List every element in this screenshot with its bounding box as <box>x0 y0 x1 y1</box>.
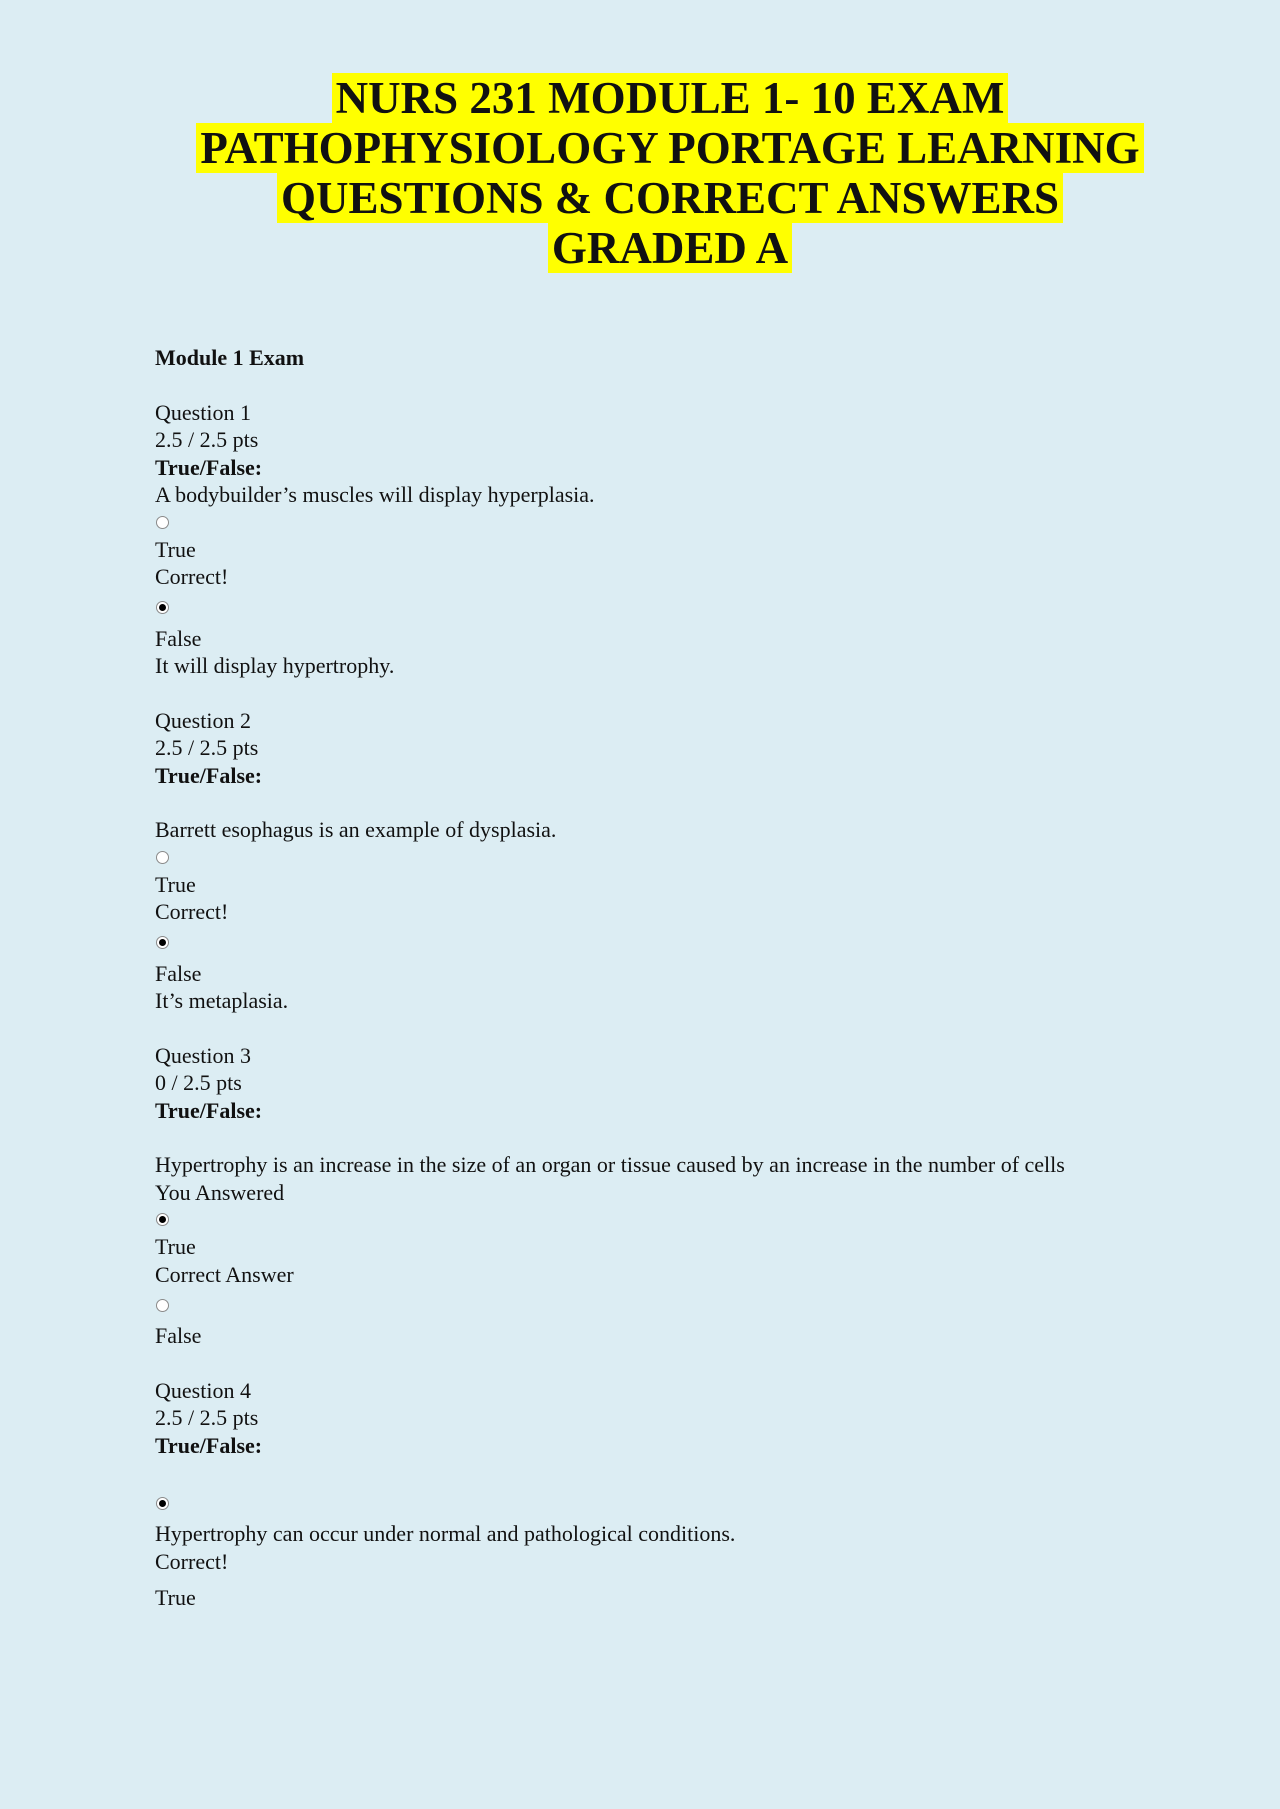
correct-status: Correct! <box>155 1548 229 1574</box>
question-type: True/False: <box>155 762 263 788</box>
correct-status: Correct! <box>155 564 229 589</box>
option-true-label: True <box>155 536 196 562</box>
spacer <box>155 1459 1155 1486</box>
option-false-radio-row <box>155 1288 1155 1322</box>
radio-true-unselected[interactable] <box>156 851 169 864</box>
document-title <box>100 73 1240 273</box>
correct-answer-label: Correct Answer <box>155 1261 294 1287</box>
question-text: A bodybuilder’s muscles will display hyperplasia. <box>155 482 595 507</box>
option-false-radio-row <box>155 591 1155 625</box>
question-text: Hypertrophy can occur under normal and pathological conditions. <box>155 1521 736 1546</box>
title-line-4: GRADED A <box>548 223 792 273</box>
title-line-1: NURS 231 MODULE 1- 10 EXAM <box>332 73 1009 123</box>
question-points: 2.5 / 2.5 pts <box>155 427 259 452</box>
option-true-radio-row <box>155 509 1155 536</box>
option-false-label: False <box>155 1323 202 1348</box>
option-true-label: True <box>155 1234 196 1259</box>
question-points: 0 / 2.5 pts <box>155 1070 242 1095</box>
module-title: Module 1 Exam <box>155 345 305 370</box>
question-text: Barrett esophagus is an example of dysplasia. <box>155 817 557 842</box>
option-false-label: False <box>155 960 202 986</box>
question-type: True/False: <box>155 1432 263 1458</box>
title-line-3: QUESTIONS & CORRECT ANSWERS <box>277 173 1063 223</box>
option-true-label: True <box>155 1585 196 1610</box>
option-false-label: False <box>155 625 202 651</box>
spacer <box>155 1124 1155 1151</box>
radio-true-unselected[interactable] <box>156 516 169 529</box>
question-4 <box>155 1377 1155 1612</box>
question-2 <box>155 707 1155 1015</box>
exam-content <box>155 344 1155 1639</box>
radio-true-selected[interactable] <box>156 1497 169 1510</box>
question-type: True/False: <box>155 1097 263 1123</box>
question-1 <box>155 399 1155 680</box>
radio-false-selected[interactable] <box>156 601 169 614</box>
question-points: 2.5 / 2.5 pts <box>155 1405 259 1430</box>
title-line-2: PATHOPHYSIOLOGY PORTAGE LEARNING <box>196 123 1143 173</box>
option-true-label: True <box>155 871 196 897</box>
option-true-radio-row <box>155 844 1155 871</box>
radio-true-selected[interactable] <box>156 1213 169 1226</box>
radio-false-selected[interactable] <box>156 936 169 949</box>
question-label: Question 4 <box>155 1377 251 1403</box>
question-3 <box>155 1042 1155 1350</box>
answer-explanation: It will display hypertrophy. <box>155 653 395 678</box>
question-label: Question 3 <box>155 1042 251 1068</box>
you-answered-label: You Answered <box>155 1179 285 1205</box>
question-text: Hypertrophy is an increase in the size of an organ or tissue caused by an increase in the number of cells <box>155 1152 1065 1177</box>
correct-status: Correct! <box>155 899 229 924</box>
question-points: 2.5 / 2.5 pts <box>155 735 259 760</box>
question-label: Question 2 <box>155 707 251 733</box>
option-false-radio-row <box>155 926 1155 960</box>
question-type: True/False: <box>155 454 263 480</box>
option-true-radio-row <box>155 1206 1155 1233</box>
answer-explanation: It’s metaplasia. <box>155 988 289 1013</box>
spacer <box>155 789 1155 816</box>
question-label: Question 1 <box>155 399 251 425</box>
radio-false-unselected[interactable] <box>156 1299 169 1312</box>
option-true-radio-row <box>155 1486 1155 1520</box>
